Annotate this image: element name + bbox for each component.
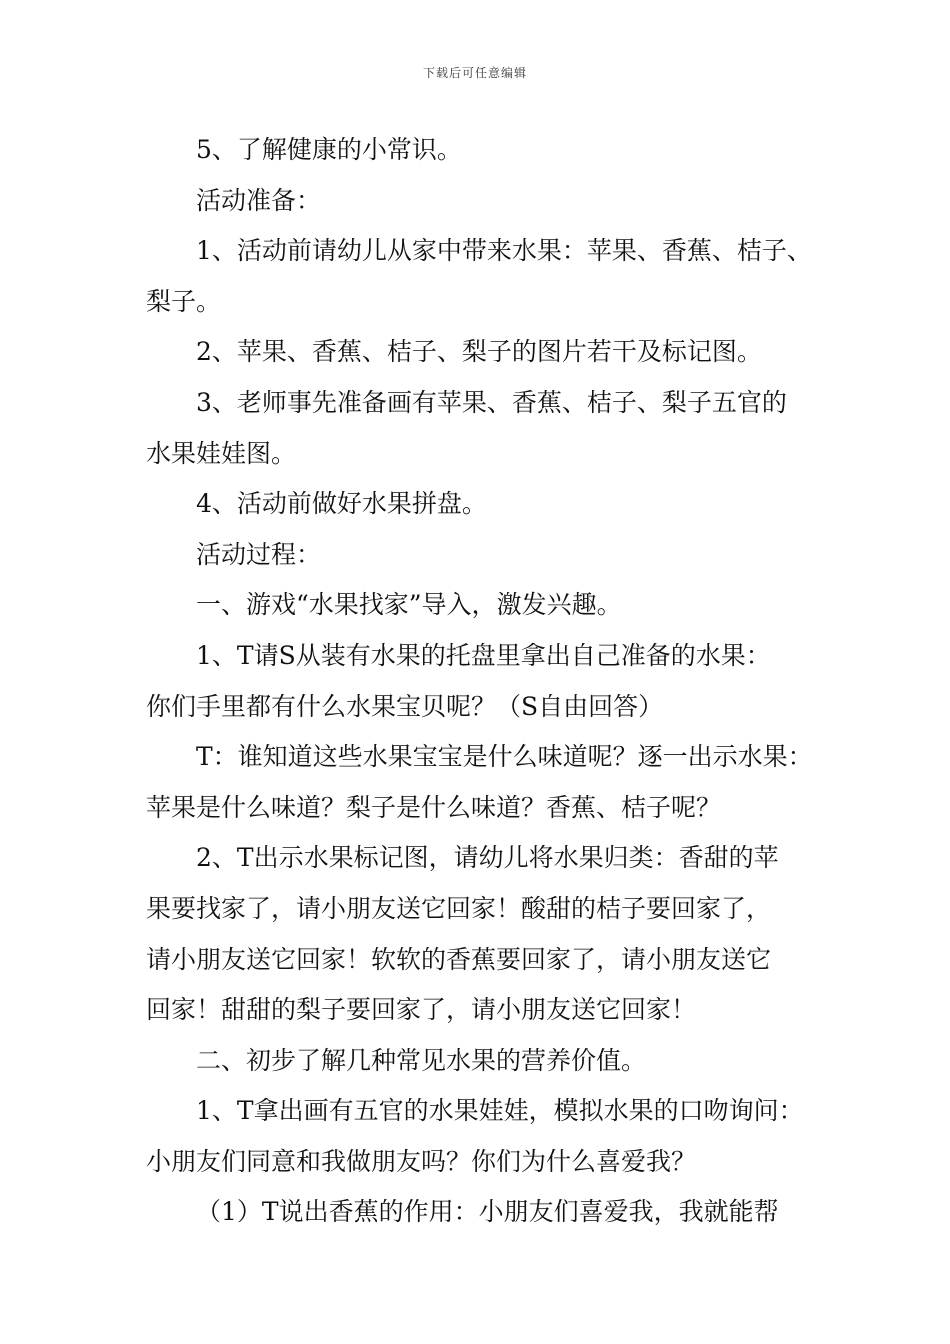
text-line: 2、苹果、香蕉、桔子、梨子的图片若干及标记图。	[196, 337, 762, 367]
text-line: 苹果是什么味道？梨子是什么味道？香蕉、桔子呢？	[146, 792, 722, 822]
text-line: 梨子。	[146, 286, 222, 316]
text-line: 果要找家了，请小朋友送它回家！酸甜的桔子要回家了，	[146, 893, 772, 923]
text-line: 二、初步了解几种常见水果的营养价值。	[196, 1045, 647, 1075]
text-line: 5、了解健康的小常识。	[196, 135, 462, 164]
section-heading: 活动过程：	[196, 539, 322, 569]
section-heading: 活动准备：	[196, 185, 322, 215]
text-line: 3、老师事先准备画有苹果、香蕉、桔子、梨子五官的	[196, 387, 787, 417]
text-line: 一、游戏“水果找家”导入，激发兴趣。	[196, 590, 622, 620]
page-header: 下载后可任意编辑	[422, 66, 527, 80]
text-line: 你们手里都有什么水果宝贝呢？（S自由回答）	[146, 691, 664, 721]
text-line: 水果娃娃图。	[146, 438, 297, 468]
text-line: 1、T请S从装有水果的托盘里拿出自己准备的水果：	[196, 640, 771, 670]
text-line: 1、活动前请幼儿从家中带来水果：苹果、香蕉、桔子、	[196, 236, 812, 266]
text-line: 1、T拿出画有五官的水果娃娃，模拟水果的口吻询问：	[196, 1096, 804, 1126]
text-line: T：谁知道这些水果宝宝是什么味道呢？逐一出示水果：	[196, 742, 813, 772]
text-line: 回家！甜甜的梨子要回家了，请小朋友送它回家！	[146, 995, 697, 1025]
text-line: 请小朋友送它回家！软软的香蕉要回家了，请小朋友送它	[146, 944, 772, 974]
text-line: （1）T说出香蕉的作用：小朋友们喜爱我，我就能帮	[196, 1197, 779, 1227]
text-line: 2、T出示水果标记图，请幼儿将水果归类：香甜的苹	[196, 843, 779, 873]
text-line: 4、活动前做好水果拼盘。	[196, 489, 487, 519]
text-line: 小朋友们同意和我做朋友吗？你们为什么喜爱我？	[146, 1146, 697, 1176]
document-body	[146, 125, 826, 1238]
